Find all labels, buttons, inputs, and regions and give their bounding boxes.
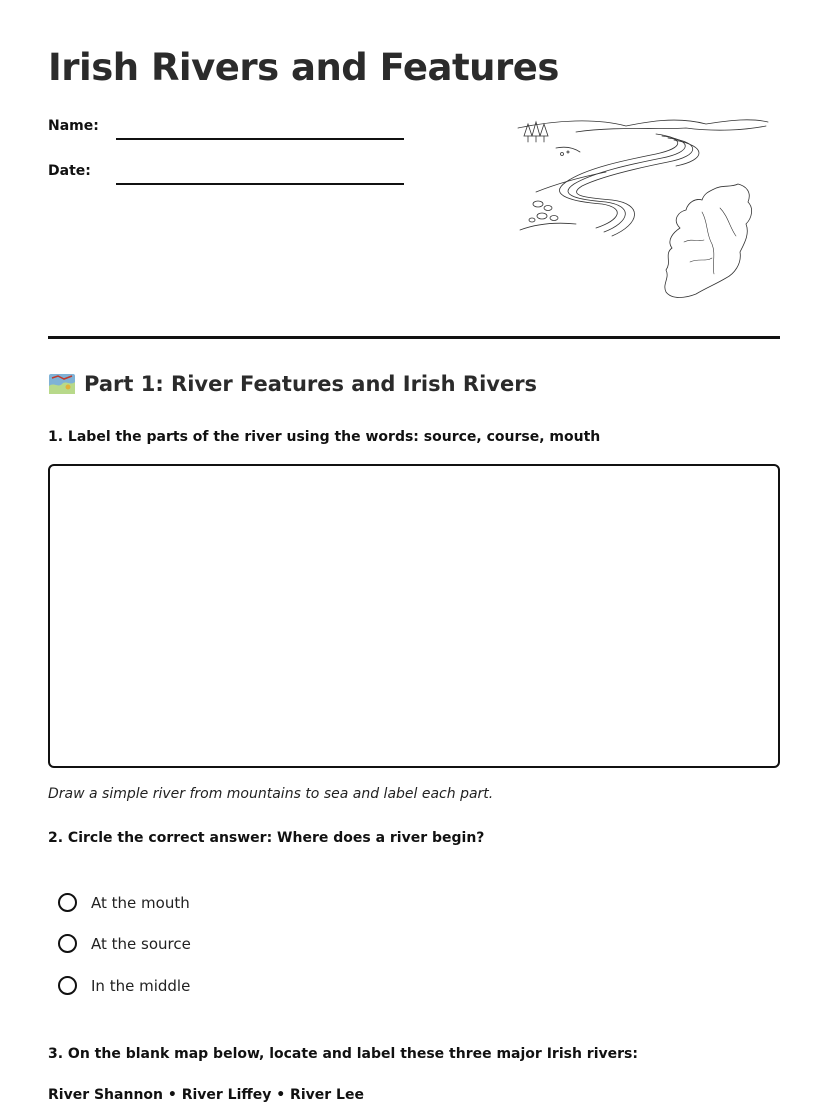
answer-option-label: In the middle: [91, 976, 191, 995]
name-label: Name:: [48, 118, 99, 134]
radio-circle[interactable]: [58, 976, 77, 995]
part-1-heading: [48, 372, 537, 396]
river-list: River Shannon • River Liffey • River Lee: [48, 1087, 364, 1103]
radio-circle[interactable]: [58, 934, 77, 953]
drawing-area[interactable]: [48, 464, 780, 768]
question-1: 1. Label the parts of the river using the words: source, course, mouth: [48, 429, 601, 445]
far-hills: [576, 126, 766, 132]
map-icon: [48, 372, 76, 396]
answer-option[interactable]: [58, 893, 190, 912]
answer-option[interactable]: [58, 934, 191, 953]
answer-option-label: At the mouth: [91, 893, 190, 912]
name-field[interactable]: [116, 138, 404, 140]
worksheet-title: Irish Rivers and Features: [48, 46, 559, 89]
answer-option[interactable]: [58, 976, 190, 995]
ireland-map: [665, 184, 752, 298]
river: [559, 134, 699, 236]
river-landscape-illustration: [516, 112, 778, 308]
part-1-heading-text: Part 1: River Features and Irish Rivers: [84, 372, 538, 396]
drawing-instruction: Draw a simple river from mountains to sea and label each part.: [48, 786, 494, 802]
date-field[interactable]: [116, 183, 404, 185]
question-3: 3. On the blank map below, locate and label these three major Irish rivers:: [48, 1046, 638, 1062]
riverbank: [520, 147, 606, 230]
section-divider: [48, 336, 780, 339]
date-label: Date:: [48, 163, 91, 179]
question-2: 2. Circle the correct answer: Where does a river begin?: [48, 830, 485, 846]
answer-option-label: At the source: [91, 934, 191, 953]
horizon-hills: [518, 120, 768, 128]
radio-circle[interactable]: [58, 893, 77, 912]
